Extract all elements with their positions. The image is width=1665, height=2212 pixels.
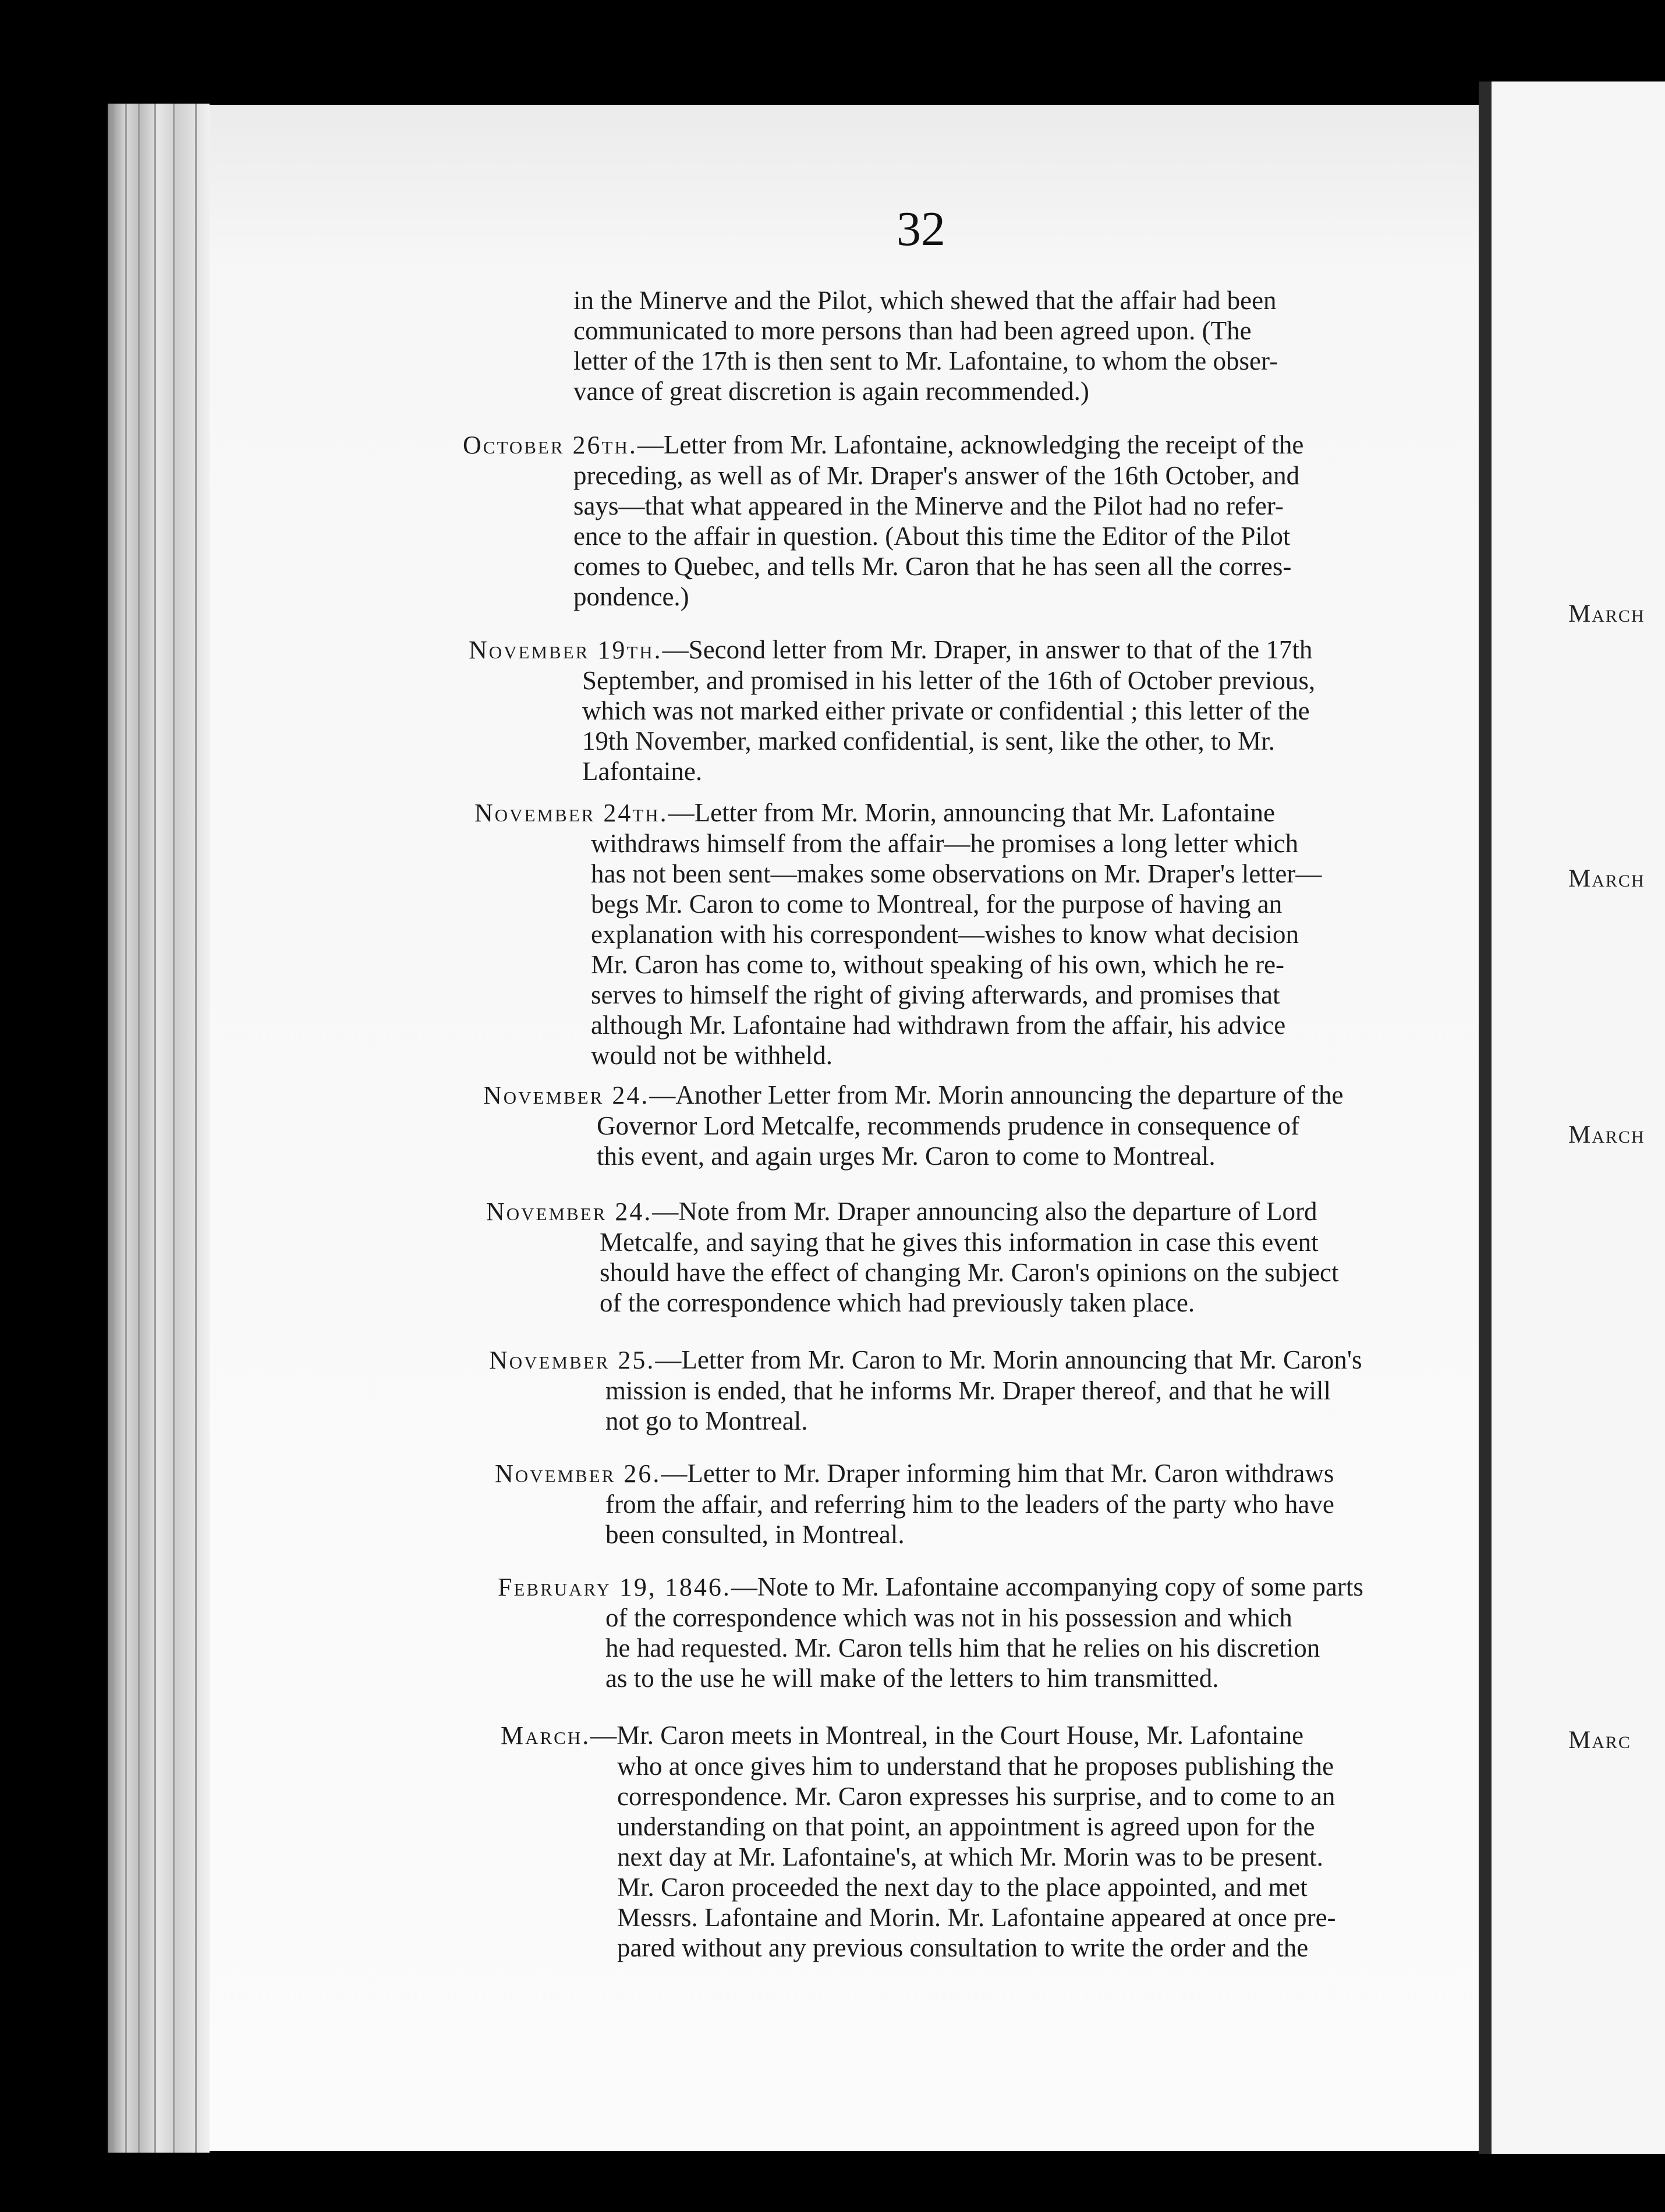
page-number: 32 <box>897 202 945 256</box>
entry-november-25 <box>489 1345 1479 1436</box>
text-line: 19th November, marked confidential, is sent, like the other, to Mr. <box>582 726 1275 756</box>
text-line: should have the effect of changing Mr. Caron's opinions on the subject <box>600 1258 1339 1287</box>
text-line: —Letter to Mr. Draper informing him that Mr. Caron withdraws <box>661 1459 1334 1488</box>
entry-date: October 26th. <box>463 431 637 459</box>
text-line: from the affair, and referring him to the leaders of the party who have <box>605 1490 1334 1519</box>
facing-page-label: Marc <box>1568 1727 1631 1754</box>
text-line: comes to Quebec, and tells Mr. Caron that he has seen all the corres- <box>573 552 1292 581</box>
entry-date: November 25. <box>489 1346 656 1374</box>
entry-november-24-draper <box>486 1196 1476 1318</box>
entry-date: November 24. <box>483 1081 650 1109</box>
entry-november-24th <box>474 797 1464 1070</box>
text-line: Metcalfe, and saying that he gives this information in case this event <box>600 1228 1319 1257</box>
entry-date: March. <box>501 1721 591 1750</box>
entry-november-24-morin <box>483 1080 1473 1171</box>
text-line: serves to himself the right of giving afterwards, and promises that <box>591 980 1280 1009</box>
text-line: Mr. Caron proceeded the next day to the place appointed, and met <box>617 1873 1308 1902</box>
facing-page-label: March <box>1568 865 1645 892</box>
text-line: next day at Mr. Lafontaine's, at which Mr. Morin was to be present. <box>617 1842 1323 1871</box>
text-line: vance of great discretion is again recommended.) <box>573 377 1089 406</box>
text-line: mission is ended, that he informs Mr. Draper thereof, and that he will <box>605 1376 1331 1405</box>
text-line: —Letter from Mr. Caron to Mr. Morin announcing that Mr. Caron's <box>655 1345 1362 1374</box>
entry-continuation <box>573 285 1447 406</box>
text-line: —Second letter from Mr. Draper, in answer to that of the 17th <box>662 635 1313 664</box>
text-line: explanation with his correspondent—wishes to know what decision <box>591 920 1299 949</box>
text-line: —Letter from Mr. Lafontaine, acknowledging the receipt of the <box>637 430 1304 459</box>
entry-february-19 <box>498 1572 1487 1693</box>
text-line: communicated to more persons than had been agreed upon. (The <box>573 316 1252 345</box>
entry-october-26 <box>463 430 1453 612</box>
text-line: been consulted, in Montreal. <box>605 1520 905 1549</box>
entry-november-19 <box>469 634 1458 786</box>
text-line: Governor Lord Metcalfe, recommends prudence in consequence of <box>597 1111 1300 1140</box>
entry-date: November 19th. <box>469 636 663 664</box>
book-gutter <box>108 104 210 2153</box>
text-line: of the correspondence which was not in his possession and which <box>605 1603 1292 1632</box>
text-line: preceding, as well as of Mr. Draper's answer of the 16th October, and <box>573 461 1300 490</box>
entry-november-26 <box>495 1458 1485 1550</box>
text-line: Mr. Caron has come to, without speaking of his own, which he re- <box>591 950 1285 979</box>
entry-date: November 26. <box>495 1459 661 1488</box>
text-line: would not be withheld. <box>591 1041 832 1070</box>
entry-march <box>501 1720 1490 1963</box>
text-line: —Mr. Caron meets in Montreal, in the Court House, Mr. Lafontaine <box>590 1721 1304 1750</box>
entry-date: November 24th. <box>474 799 668 827</box>
text-line: not go to Montreal. <box>605 1406 808 1435</box>
text-line: pared without any previous consultation to write the order and the <box>617 1933 1309 1962</box>
text-line: letter of the 17th is then sent to Mr. Lafontaine, to whom the obser- <box>573 346 1278 375</box>
text-line: —Letter from Mr. Morin, announcing that Mr. Lafontaine <box>668 798 1275 827</box>
text-line: ence to the affair in question. (About this time the Editor of the Pilot <box>573 522 1291 551</box>
text-line: —Note to Mr. Lafontaine accompanying copy of some parts <box>731 1572 1363 1601</box>
text-line: withdraws himself from the affair—he promises a long letter which <box>591 829 1299 858</box>
text-line: this event, and again urges Mr. Caron to come to Montreal. <box>597 1142 1216 1171</box>
text-line: has not been sent—makes some observations on Mr. Draper's letter— <box>591 859 1322 888</box>
text-line: begs Mr. Caron to come to Montreal, for the purpose of having an <box>591 889 1283 919</box>
text-line: understanding on that point, an appointment is agreed upon for the <box>617 1812 1315 1841</box>
facing-page-label: March <box>1568 1121 1645 1148</box>
text-line: of the correspondence which had previously taken place. <box>600 1288 1195 1317</box>
entry-date: February 19, 1846. <box>498 1573 731 1601</box>
text-line: Messrs. Lafontaine and Morin. Mr. Lafontaine appeared at once pre- <box>617 1903 1336 1932</box>
text-line: he had requested. Mr. Caron tells him that he relies on his discretion <box>605 1633 1320 1662</box>
text-line: says—that what appeared in the Minerve and the Pilot had no refer- <box>573 491 1284 520</box>
facing-page-label: March <box>1568 600 1645 628</box>
facing-page <box>1492 81 1665 2154</box>
text-line: pondence.) <box>573 582 689 611</box>
text-line: which was not marked either private or confidential ; this letter of the <box>582 696 1310 725</box>
text-line: September, and promised in his letter of the 16th of October previous, <box>582 666 1316 695</box>
text-line: as to the use he will make of the letters to him transmitted. <box>605 1664 1219 1693</box>
text-line: Lafontaine. <box>582 757 703 786</box>
entry-date: November 24. <box>486 1197 653 1226</box>
text-line: although Mr. Lafontaine had withdrawn from the affair, his advice <box>591 1011 1286 1040</box>
text-line: —Note from Mr. Draper announcing also the departure of Lord <box>652 1197 1317 1226</box>
text-line: who at once gives him to understand that he proposes publishing the <box>617 1752 1334 1781</box>
text-line: —Another Letter from Mr. Morin announcing the departure of the <box>649 1080 1344 1109</box>
text-line: in the Minerve and the Pilot, which shewed that the affair had been <box>573 286 1277 315</box>
text-line: correspondence. Mr. Caron expresses his surprise, and to come to an <box>617 1782 1335 1811</box>
